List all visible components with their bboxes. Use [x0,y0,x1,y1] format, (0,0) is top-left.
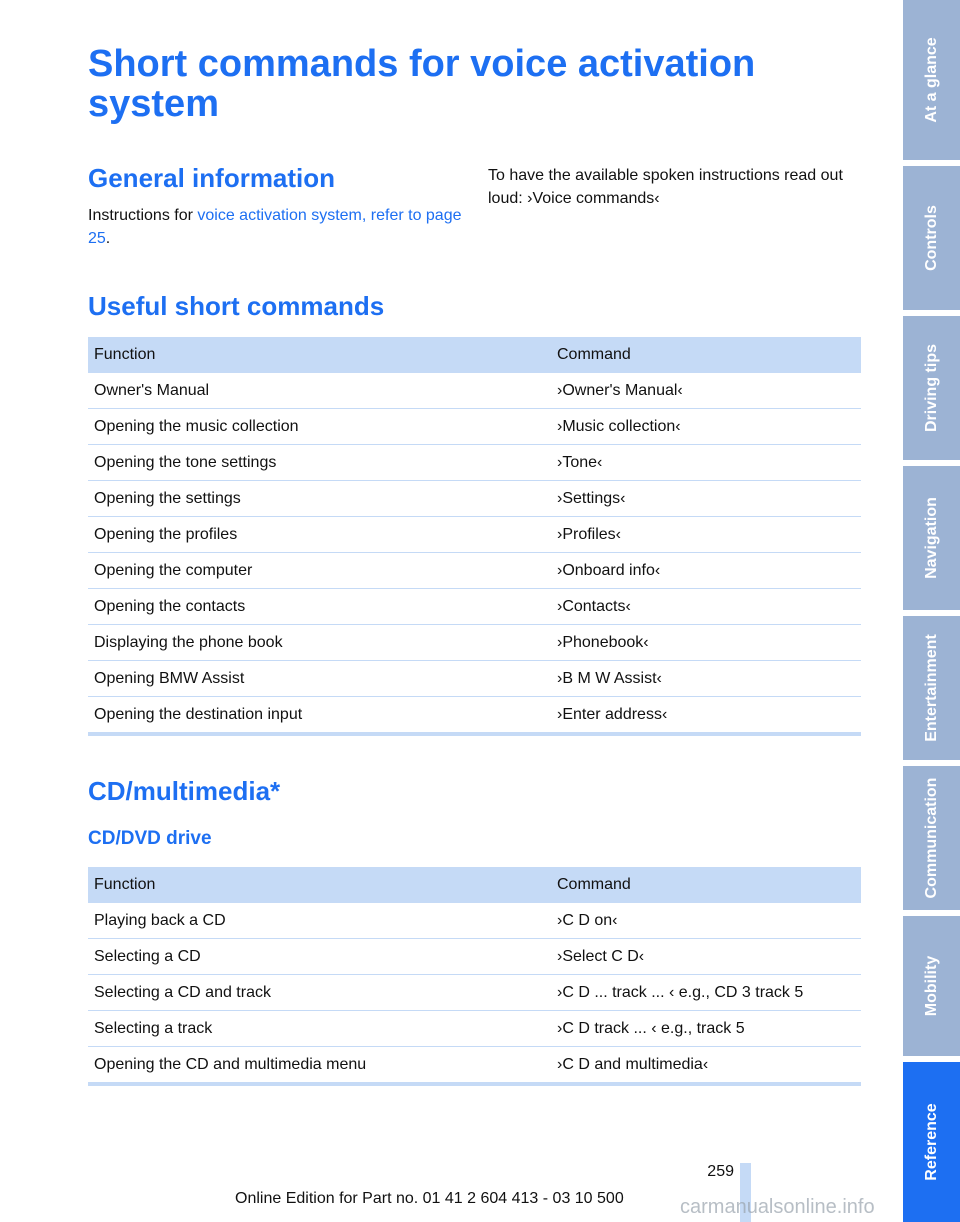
table-header-row [88,337,861,373]
function-cell: Opening the CD and multimedia menu [88,1047,551,1085]
table-row [88,373,861,409]
tab-label: Communication [922,777,940,899]
function-cell: Opening the computer [88,553,551,589]
function-cell: Opening the tone settings [88,445,551,481]
edition-footer: Online Edition for Part no. 01 41 2 604 413 - 03 10 500 [235,1190,624,1207]
tab-communication[interactable] [903,766,960,910]
function-cell: Selecting a track [88,1011,551,1047]
table-row [88,939,861,975]
cd-commands-table [88,867,861,1086]
command-cell: ›Profiles‹ [551,517,861,553]
column-header-command: Command [551,867,861,903]
column-header-command: Command [551,337,861,373]
table-header-row [88,867,861,903]
function-cell: Opening BMW Assist [88,661,551,697]
function-cell: Selecting a CD and track [88,975,551,1011]
table-row [88,903,861,939]
tab-entertainment[interactable] [903,616,960,760]
tab-mobility[interactable] [903,916,960,1056]
table-row [88,409,861,445]
tab-label: Driving tips [922,343,940,433]
cd-dvd-drive-subheading: CD/DVD drive [88,828,212,849]
table-row [88,553,861,589]
command-cell: ›Contacts‹ [551,589,861,625]
intro-prefix: Instructions for [88,207,198,224]
command-cell: ›Onboard info‹ [551,553,861,589]
function-cell: Owner's Manual [88,373,551,409]
tab-at-a-glance[interactable] [903,0,960,160]
function-cell: Playing back a CD [88,903,551,939]
command-cell: ›Phonebook‹ [551,625,861,661]
function-cell: Displaying the phone book [88,625,551,661]
command-cell: ›Settings‹ [551,481,861,517]
command-cell: ›C D ... track ... ‹ e.g., CD 3 track 5 [551,975,861,1011]
general-information-heading: General information [88,163,336,193]
table-row [88,975,861,1011]
table-row [88,1047,861,1085]
command-cell: ›Music collection‹ [551,409,861,445]
command-cell: ›C D track ... ‹ e.g., track 5 [551,1011,861,1047]
function-cell: Opening the profiles [88,517,551,553]
tab-reference[interactable] [903,1062,960,1222]
table-row [88,589,861,625]
tab-label: Controls [922,205,940,271]
column-header-function: Function [88,337,551,373]
tab-label: At a glance [922,37,940,123]
cd-multimedia-heading: CD/multimedia* [88,776,281,806]
function-cell: Opening the destination input [88,697,551,735]
tab-navigation[interactable] [903,466,960,610]
table-row [88,445,861,481]
voice-activation-link[interactable]: voice activation system, refer to page 25 [88,207,462,247]
table-row [88,481,861,517]
command-cell: ›C D and multimedia‹ [551,1047,861,1085]
page-title: Short commands for voice activation system [88,43,756,125]
useful-short-commands-heading: Useful short commands [88,291,385,321]
command-cell: ›Owner's Manual‹ [551,373,861,409]
general-intro-paragraph [88,204,468,250]
chapter-sidebar [903,0,960,1222]
command-cell: ›Enter address‹ [551,697,861,735]
command-cell: ›Tone‹ [551,445,861,481]
function-cell: Selecting a CD [88,939,551,975]
tab-driving-tips[interactable] [903,316,960,460]
intro-suffix: . [105,230,111,247]
page-number: 259 [707,1163,734,1180]
column-header-function: Function [88,867,551,903]
table-row [88,625,861,661]
command-cell: ›C D on‹ [551,903,861,939]
function-cell: Opening the settings [88,481,551,517]
table-row [88,697,861,735]
voice-commands-paragraph: To have the available spoken instructions read out loud: ›Voice commands‹ [488,167,843,207]
table-row [88,661,861,697]
command-cell: ›Select C D‹ [551,939,861,975]
useful-commands-table [88,337,861,736]
function-cell: Opening the contacts [88,589,551,625]
function-cell: Opening the music collection [88,409,551,445]
table-row [88,517,861,553]
tab-label: Reference [922,1103,940,1181]
watermark: carmanualsonline.info [680,1196,875,1218]
table-row [88,1011,861,1047]
tab-controls[interactable] [903,166,960,310]
tab-label: Navigation [922,497,940,579]
tab-label: Mobility [922,955,940,1017]
tab-label: Entertainment [922,634,940,742]
command-cell: ›B M W Assist‹ [551,661,861,697]
